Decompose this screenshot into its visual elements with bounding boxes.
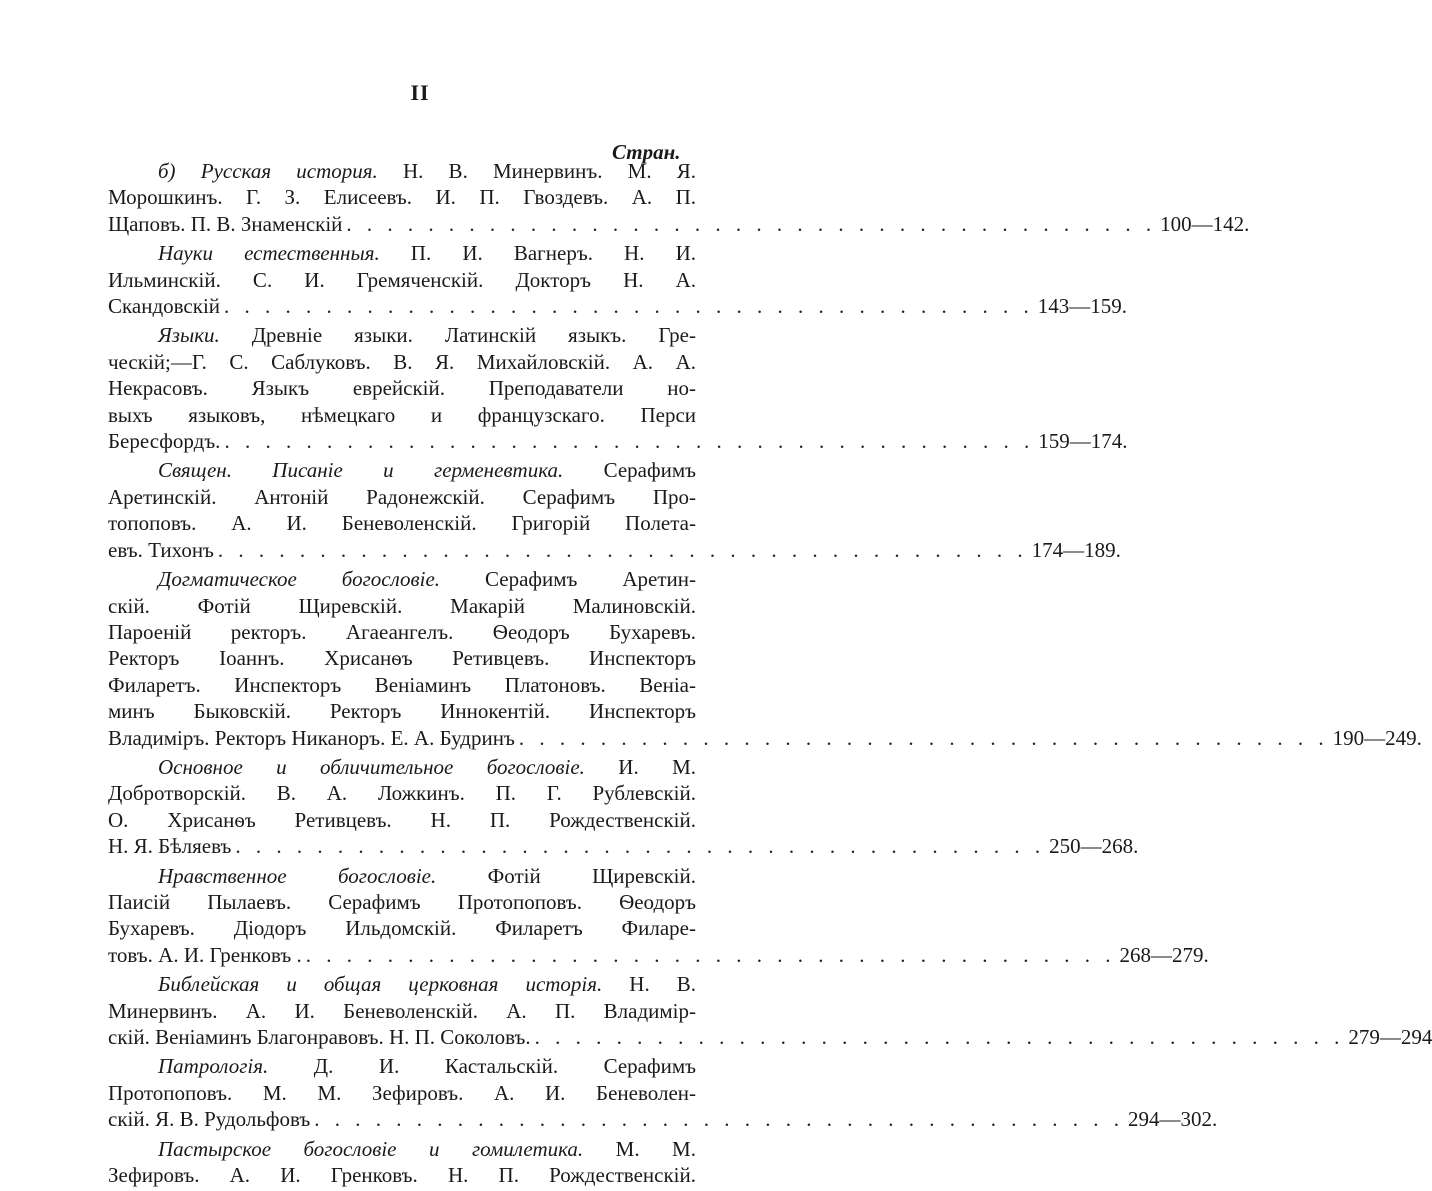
toc-entry-line <box>108 998 696 1024</box>
authors-text: И. М. <box>584 754 697 779</box>
section-title: Священ. Писаніе и герменевтика. <box>158 458 564 483</box>
dot-leader: . . . . . . . . . . . . . . . . . . . . . . . . . . . . . . . . . . . . . . . . <box>314 1107 1125 1132</box>
authors-text: евъ. Тихонъ <box>108 537 214 562</box>
authors-text: скій. Фотій Щиревскій. Макарій Малиновскій. <box>108 593 696 618</box>
toc-entry-first-line <box>108 158 696 184</box>
toc-entry-line <box>108 645 696 671</box>
authors-text: ческій;—Г. С. Саблуковъ. В. Я. Михайловскій. А. А. <box>108 349 696 374</box>
toc-entry-last-line <box>108 211 1250 237</box>
section-title: Нравственное богословіе. <box>158 863 437 888</box>
toc-entry <box>108 158 1250 237</box>
authors-text: Паисій Пылаевъ. Серафимъ Протопоповъ. Ѳеодоръ <box>108 889 696 914</box>
toc-entry-line <box>108 698 696 724</box>
page-range: 143—159. <box>1037 294 1128 319</box>
toc-entry-line <box>108 915 696 941</box>
toc-entry-line <box>108 807 696 833</box>
toc-entry-text <box>108 158 1250 237</box>
toc-entry-first-line <box>108 1136 696 1162</box>
section-title: Основное и обличительное богословіе. <box>158 754 585 779</box>
authors-text: скій. Веніаминъ Благонравовъ. Н. П. Соколовъ. <box>108 1025 531 1049</box>
toc-entry <box>108 566 1422 751</box>
page-number: II <box>410 80 430 105</box>
authors-text: Бухаревъ. Діодоръ Ильдомскій. Филаретъ Филаре- <box>108 916 696 941</box>
toc-entry <box>108 863 1209 969</box>
toc-entry <box>108 322 1128 454</box>
authors-text: Фотій Щиревскій. <box>436 863 696 888</box>
authors-text: Скандовскій <box>108 294 221 319</box>
dot-leader: . . . . . . . . . . . . . . . . . . . . . . . . . . . . . . . . . . . . . . . . <box>224 294 1034 319</box>
dot-leader: . . . . . . . . . . . . . . . . . . . . . . . . . . . . . . . . . . . . . . . . <box>518 725 1329 750</box>
section-title: Библейская и общая церковная исторія. <box>158 972 603 997</box>
toc-entry-line <box>108 672 696 698</box>
authors-text: Зефировъ. А. И. Гренковъ. Н. П. Рождественскій. <box>108 1163 696 1188</box>
toc-entry-line <box>108 484 696 510</box>
authors-text: Н. Я. Бѣляевъ <box>108 834 232 859</box>
toc-entry <box>108 1136 696 1189</box>
page-range: 250—268. <box>1049 834 1139 859</box>
toc-entry-line <box>108 375 696 401</box>
page-range: 268—279. <box>1119 942 1209 967</box>
authors-text: Некрасовъ. Языкъ еврейскій. Преподаватели но- <box>108 376 696 401</box>
authors-text: Ильминскій. С. И. Гремяченскій. Докторъ Н. А. <box>108 267 696 292</box>
authors-text: товъ. А. И. Гренковъ . <box>108 942 302 967</box>
authors-text: Добротворскій. В. А. Ложкинъ. П. Г. Рублевскій. <box>108 781 696 806</box>
authors-text: Н. В. <box>602 972 696 997</box>
authors-text: Древніе языки. Латинскій языкъ. Гре- <box>219 323 696 348</box>
toc-entry-first-line <box>108 457 696 483</box>
authors-text: выхъ языковъ, нѣмецкаго и французскаго. Перси <box>108 402 696 427</box>
toc-entry-text <box>108 240 1128 319</box>
authors-text: Серафимъ Аретин- <box>440 567 696 592</box>
toc-entry-last-line <box>108 1024 1432 1050</box>
authors-text: П. И. Вагнеръ. Н. И. <box>379 241 696 266</box>
toc-entry-text <box>108 566 1422 751</box>
toc-entry-last-line <box>108 428 1128 454</box>
toc-entry <box>108 457 1121 563</box>
authors-text: Пароеній ректоръ. Агаеангелъ. Ѳеодоръ Бухаревъ. <box>108 619 696 644</box>
dot-leader: . . . . . . . . . . . . . . . . . . . . . . . . . . . . . . . . . . . . . . . . <box>305 942 1116 967</box>
authors-text: Щаповъ. П. В. Знаменскій <box>108 211 343 236</box>
page-range: 294—302. <box>1128 1107 1218 1132</box>
toc-entry-first-line <box>108 322 696 348</box>
dot-leader: . . . . . . . . . . . . . . . . . . . . . . . . . . . . . . . . . . . . . . . . <box>224 429 1035 454</box>
toc-entry-line <box>108 889 696 915</box>
toc-entry-text <box>108 863 1209 969</box>
toc-entry <box>108 1053 1218 1132</box>
authors-text: Н. В. Минервинъ. М. Я. <box>377 159 697 183</box>
toc-entry-first-line <box>108 566 696 592</box>
toc-entry-line <box>108 267 696 293</box>
section-title: Патрологія. <box>158 1054 269 1079</box>
toc-entry-text <box>108 457 1121 563</box>
page-range: 279—294 <box>1348 1025 1432 1049</box>
toc-entry <box>108 754 1139 860</box>
authors-text: О. Хрисанѳъ Ретивцевъ. Н. П. Рождественскій. <box>108 807 696 832</box>
authors-text: Протопоповъ. М. М. Зефировъ. А. И. Беневолен- <box>108 1080 696 1105</box>
page-range: 159—174. <box>1038 429 1128 454</box>
authors-text: Ректоръ Іоаннъ. Хрисанѳъ Ретивцевъ. Инспекторъ <box>108 646 696 671</box>
section-title: Пастырское богословіе и гомилетика. <box>158 1136 584 1161</box>
toc-entry-line <box>108 1080 696 1106</box>
toc-entry-text <box>108 754 1139 860</box>
dot-leader: . . . . . . . . . . . . . . . . . . . . . . . . . . . . . . . . . . . . . . . . <box>217 537 1028 562</box>
dot-leader: . . . . . . . . . . . . . . . . . . . . . . . . . . . . . . . . . . . . . . . . <box>346 211 1157 236</box>
toc-entry-line <box>108 510 696 536</box>
section-title: Догматическое богословіе. <box>158 567 441 592</box>
toc-entry-last-line <box>108 293 1128 319</box>
section-title: Языки. <box>158 323 220 348</box>
authors-text: Минервинъ. А. И. Беневоленскій. А. П. Владимір- <box>108 998 696 1023</box>
authors-text: скій. Я. В. Рудольфовъ <box>108 1107 311 1132</box>
toc-entry-first-line <box>108 971 696 997</box>
toc-entry-line <box>108 1162 696 1188</box>
page-range: 100—142. <box>1160 211 1250 236</box>
section-title: б) Русская история. <box>158 159 378 183</box>
toc-entry-line <box>108 619 696 645</box>
toc-entry-first-line <box>108 240 696 266</box>
toc-entry-line <box>108 780 696 806</box>
toc-entry-line <box>108 402 696 428</box>
toc-entry-line <box>108 184 696 210</box>
toc-entry-last-line <box>108 833 1139 859</box>
authors-text: Филаретъ. Инспекторъ Веніаминъ Платоновъ. Веніа- <box>108 672 696 697</box>
toc-entry-line <box>108 593 696 619</box>
toc-entry-last-line <box>108 1106 1218 1132</box>
toc-entry <box>108 971 1432 1050</box>
page-range: 190—249. <box>1332 725 1422 750</box>
toc-entry-first-line <box>108 863 696 889</box>
authors-text: топоповъ. А. И. Беневоленскій. Григорій Полета- <box>108 511 696 536</box>
authors-text: М. М. <box>583 1136 696 1161</box>
toc-entry-last-line <box>108 942 1209 968</box>
page-range: 174—189. <box>1031 537 1121 562</box>
authors-text: Серафимъ <box>563 458 696 483</box>
toc-entry-first-line <box>108 1053 696 1079</box>
authors-text: минъ Быковскій. Ректоръ Иннокентій. Инспекторъ <box>108 699 696 724</box>
authors-text: Аретинскій. Антоній Радонежскій. Серафимъ Про- <box>108 484 696 509</box>
toc-entry-first-line <box>108 754 696 780</box>
toc-entry-text <box>108 1053 1218 1132</box>
authors-text: Морошкинъ. Г. З. Елисеевъ. И. П. Гвоздевъ. А. П. <box>108 185 696 210</box>
toc-entry-last-line <box>108 725 1422 751</box>
toc-entry-text <box>108 322 1128 454</box>
authors-text: Бересфордъ. <box>108 429 221 454</box>
toc-entry-line <box>108 349 696 375</box>
pages-column-header: Стран. <box>612 140 681 164</box>
dot-leader: . . . . . . . . . . . . . . . . . . . . . . . . . . . . . . . . . . . . . . . . <box>235 834 1046 859</box>
toc-entry <box>108 240 1128 319</box>
dot-leader: . . . . . . . . . . . . . . . . . . . . . . . . . . . . . . . . . . . . . . . . <box>534 1025 1345 1049</box>
toc-entry-text <box>108 971 1432 1050</box>
table-of-contents <box>108 158 1432 1191</box>
authors-text: Владиміръ. Ректоръ Никаноръ. Е. А. Будринъ <box>108 725 515 750</box>
toc-entry-text <box>108 1136 696 1189</box>
authors-text: Д. И. Кастальскій. Серафимъ <box>268 1054 696 1079</box>
toc-entry-last-line <box>108 537 1121 563</box>
section-title: Науки естественныя. <box>158 241 380 266</box>
